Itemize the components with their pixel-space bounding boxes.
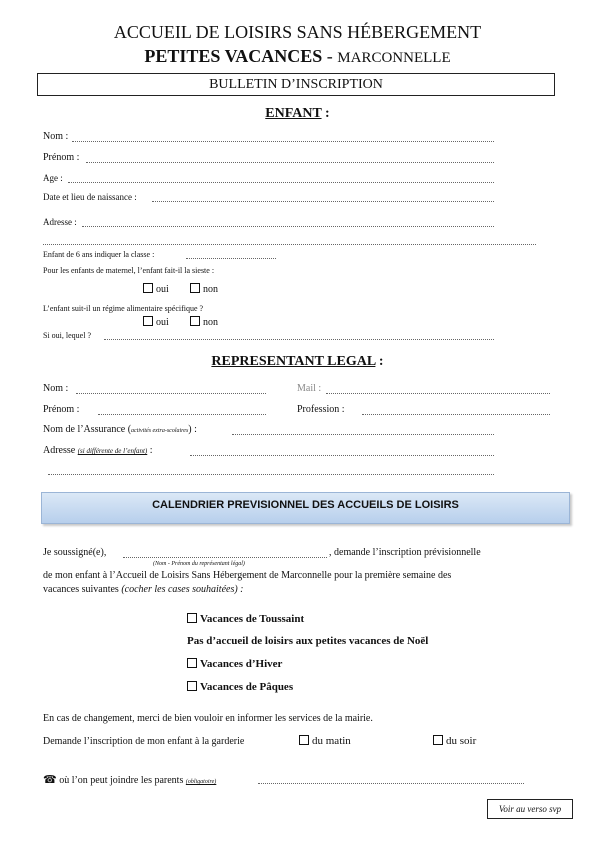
legal-profession-field[interactable] — [362, 414, 550, 415]
phone-label: où l’on peut joindre les parents — [59, 775, 186, 786]
legal-nom-field[interactable] — [76, 393, 266, 394]
soussigne-label: Je soussigné(e), — [43, 547, 107, 558]
legal-assurance-field[interactable] — [232, 434, 494, 435]
legal-heading-colon: : — [375, 354, 384, 369]
legal-heading — [0, 354, 595, 370]
soussigne-note: (Nom - Prénom du représentant légal) — [153, 561, 245, 567]
child-adresse-field-2[interactable] — [43, 244, 536, 245]
option-paques[interactable] — [187, 681, 293, 693]
option-hiver-label: Vacances d’Hiver — [200, 658, 283, 670]
checkbox-icon[interactable] — [299, 735, 309, 745]
child-date-lieu-field[interactable] — [152, 201, 494, 202]
calendar-banner — [41, 492, 570, 524]
garderie-soir-label: du soir — [446, 735, 477, 747]
calendar-line-3 — [43, 584, 244, 595]
header-separator: - — [322, 46, 338, 66]
legal-nom-label: Nom : — [43, 383, 69, 394]
checkbox-icon[interactable] — [143, 283, 153, 293]
legal-adresse-field-2[interactable] — [48, 474, 494, 475]
regime-non-label: non — [203, 317, 218, 328]
legal-adresse-label — [43, 445, 153, 456]
calendar-line-2: de mon enfant à l’Accueil de Loisirs Sans Hébergement de Marconnelle pour la première semaine des — [43, 570, 452, 581]
phone-icon: ☎ — [43, 774, 57, 786]
garderie-text: Demande l’inscription de mon enfant à la garderie — [43, 736, 245, 747]
header-marconnelle: MARCONNELLE — [337, 50, 451, 66]
checkbox-icon[interactable] — [187, 613, 197, 623]
option-toussaint-label: Vacances de Toussaint — [200, 613, 305, 625]
child-adresse-label: Adresse : — [43, 217, 77, 227]
checkbox-icon[interactable] — [190, 283, 200, 293]
child-classe-label: Enfant de 6 ans indiquer la classe : — [43, 250, 155, 259]
option-paques-label: Vacances de Pâques — [200, 681, 294, 693]
verso-box — [487, 799, 573, 819]
legal-adresse-field[interactable] — [190, 455, 494, 456]
checkbox-icon[interactable] — [143, 316, 153, 326]
soussigne-field[interactable] — [123, 557, 327, 558]
form-title: BULLETIN D’INSCRIPTION — [209, 77, 383, 92]
calendar-line-3-italic: (cocher les cases souhaitées) : — [121, 584, 244, 595]
garderie-matin-label: du matin — [312, 735, 351, 747]
phone-note: (obligatoire) — [185, 779, 217, 785]
regime-oui-label: oui — [156, 317, 169, 328]
child-classe-field[interactable] — [186, 258, 276, 259]
legal-assurance-note: activités extra-scolaires — [131, 428, 189, 434]
child-age-field[interactable] — [68, 182, 494, 183]
child-nom-field[interactable] — [72, 141, 494, 142]
child-lequel-label: Si oui, lequel ? — [43, 331, 91, 340]
garderie-matin-option[interactable] — [299, 735, 351, 747]
child-heading — [0, 106, 595, 122]
sieste-oui-option[interactable] — [143, 283, 169, 295]
child-heading-text: ENFANT — [265, 106, 322, 121]
checkbox-icon[interactable] — [190, 316, 200, 326]
sieste-oui-label: oui — [156, 284, 169, 295]
legal-adresse-note: (si différente de l’enfant) — [77, 447, 148, 455]
changement-text: En cas de changement, merci de bien vouloir en informer les services de la mairie. — [43, 713, 373, 724]
legal-heading-text: REPRESENTANT LEGAL — [211, 354, 376, 369]
child-sieste-question: Pour les enfants de maternel, l’enfant fait-il la sieste : — [43, 266, 215, 275]
legal-mail-field[interactable] — [326, 393, 550, 394]
verso-text: Voir au verso svp — [498, 804, 562, 814]
child-prenom-label: Prénom : — [43, 152, 80, 163]
demande-text: , demande l’inscription prévisionnelle — [329, 547, 481, 558]
sieste-non-label: non — [203, 284, 218, 295]
calendar-line-3-text: vacances suivantes — [43, 584, 122, 595]
phone-line — [43, 773, 216, 786]
child-lequel-field[interactable] — [104, 339, 494, 340]
legal-adresse-end: : — [147, 445, 153, 456]
legal-assurance-text: Nom de l’Assurance ( — [43, 424, 132, 435]
regime-non-option[interactable] — [190, 316, 218, 328]
checkbox-icon[interactable] — [187, 658, 197, 668]
child-nom-label: Nom : — [43, 131, 69, 142]
option-hiver[interactable] — [187, 658, 282, 670]
phone-field[interactable] — [258, 783, 524, 784]
legal-prenom-label: Prénom : — [43, 404, 80, 415]
sieste-non-option[interactable] — [190, 283, 218, 295]
calendar-banner-title: CALENDRIER PREVISIONNEL DES ACCUEILS DE LOISIRS — [152, 499, 459, 511]
checkbox-icon[interactable] — [433, 735, 443, 745]
checkbox-icon[interactable] — [187, 681, 197, 691]
legal-mail-label: Mail : — [297, 383, 322, 394]
child-heading-colon: : — [321, 106, 330, 121]
garderie-soir-option[interactable] — [433, 735, 476, 747]
option-toussaint[interactable] — [187, 613, 304, 625]
regime-oui-option[interactable] — [143, 316, 169, 328]
header-line-2 — [0, 46, 595, 67]
child-date-lieu-label: Date et lieu de naissance : — [43, 192, 137, 202]
legal-profession-label: Profession : — [297, 404, 345, 415]
child-age-label: Age : — [43, 173, 63, 183]
legal-prenom-field[interactable] — [98, 414, 266, 415]
legal-assurance-end: ) : — [188, 424, 197, 435]
legal-assurance-label — [43, 424, 197, 435]
child-regime-question: L’enfant suit-il un régime alimentaire spécifique ? — [43, 304, 204, 313]
header-line-1: ACCUEIL DE LOISIRS SANS HÉBERGEMENT — [113, 22, 482, 42]
legal-adresse-text: Adresse — [43, 445, 76, 456]
child-prenom-field[interactable] — [86, 162, 494, 163]
header-petites-vacances: PETITES VACANCES — [144, 46, 323, 66]
child-adresse-field[interactable] — [82, 226, 494, 227]
form-title-box — [37, 73, 555, 96]
option-noel-note: Pas d’accueil de loisirs aux petites vacances de Noël — [187, 635, 429, 647]
